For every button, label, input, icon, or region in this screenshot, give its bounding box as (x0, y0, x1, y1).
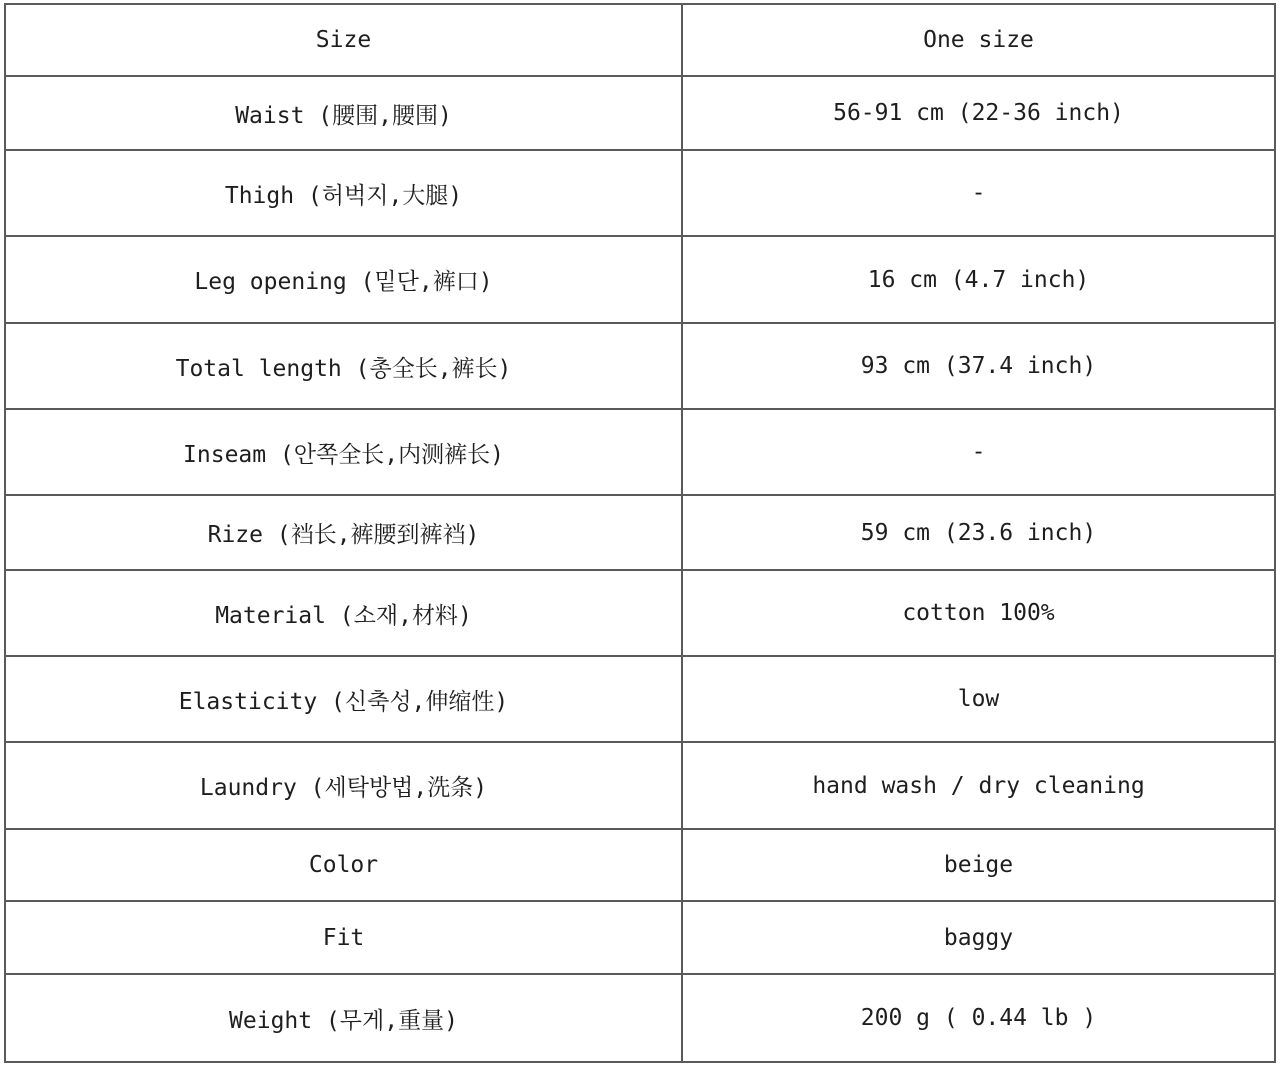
table-row-leg-opening (5, 236, 1275, 323)
row-value: beige (682, 829, 1275, 901)
table-row-elasticity (5, 656, 1275, 742)
row-value: 59 cm (23.6 inch) (682, 495, 1275, 570)
row-value: 16 cm (4.7 inch) (682, 236, 1275, 323)
row-value: cotton 100% (682, 570, 1275, 656)
row-label: Laundry (세탁방법,洗条) (5, 742, 682, 829)
table-row-inseam (5, 409, 1275, 495)
row-label: Waist (腰围,腰围) (5, 76, 682, 150)
row-value: 200 g ( 0.44 lb ) (682, 974, 1275, 1062)
table-row-material (5, 570, 1275, 656)
size-spec-table (4, 3, 1276, 1063)
row-label: Color (5, 829, 682, 901)
table-row-weight (5, 974, 1275, 1062)
table-row-color (5, 829, 1275, 901)
table-row-size (5, 4, 1275, 76)
row-label: Total length (총全长,裤长) (5, 323, 682, 409)
table-row-fit (5, 901, 1275, 974)
row-value: low (682, 656, 1275, 742)
row-label: Fit (5, 901, 682, 974)
row-label: Leg opening (밑단,裤口) (5, 236, 682, 323)
table-row-waist (5, 76, 1275, 150)
table-row-total-length (5, 323, 1275, 409)
table-row-thigh (5, 150, 1275, 236)
row-value: baggy (682, 901, 1275, 974)
row-value: One size (682, 4, 1275, 76)
row-value: - (682, 409, 1275, 495)
row-label: Inseam (안쪽全长,内测裤长) (5, 409, 682, 495)
row-label: Rize (裆长,裤腰到裤裆) (5, 495, 682, 570)
row-label: Thigh (허벅지,大腿) (5, 150, 682, 236)
row-value: hand wash / dry cleaning (682, 742, 1275, 829)
row-value: - (682, 150, 1275, 236)
row-label: Size (5, 4, 682, 76)
row-label: Elasticity (신축성,伸缩性) (5, 656, 682, 742)
row-value: 93 cm (37.4 inch) (682, 323, 1275, 409)
row-value: 56-91 cm (22-36 inch) (682, 76, 1275, 150)
table-row-rize (5, 495, 1275, 570)
row-label: Material (소재,材料) (5, 570, 682, 656)
table-row-laundry (5, 742, 1275, 829)
row-label: Weight (무게,重量) (5, 974, 682, 1062)
